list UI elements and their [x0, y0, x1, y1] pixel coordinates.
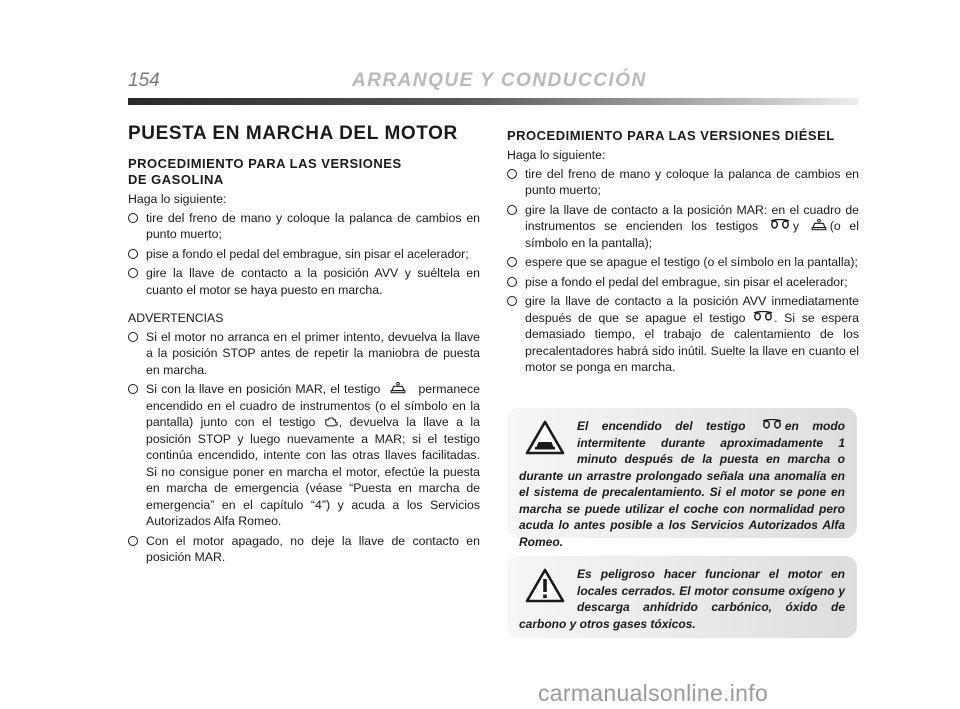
list-item: espere que se apague el testigo (o el símbolo en la pantalla); — [507, 254, 859, 271]
note-2-text: Es peligroso hacer funcionar el motor en locales cerrados. El motor consume oxígeno y descarga anhídrido carbónico, óxido de carbono y otros gases tóxicos. — [519, 567, 845, 631]
main-heading: PUESTA EN MARCHA DEL MOTOR — [128, 123, 458, 144]
list-item: Si con la llave en posición MAR, el testigo permanece encendido en el cuadro de instrumentos (o el símbolo en la pantalla) junto con el testigo , devuelva la llave a la posición STOP y luego nuevamente a MAR; si el testigo continúa encendido, intente con las otras llaves facilitadas. Si no consigue poner en marcha el motor, efectúe la puesta en marcha de emergencia (véase “Puesta en marcha de emergencia” en el capítulo “4”) y acuda a los Servicios Autorizados Alfa Romeo. — [128, 381, 480, 530]
section-title: ARRANQUE Y CONDUCCIÓN — [352, 70, 647, 91]
list-item: gire la llave de contacto a la posición AVV y suéltela en cuanto el motor se haya puesto en marcha. — [128, 265, 480, 298]
circle-bullet-icon — [128, 384, 138, 394]
header-rule — [128, 98, 858, 105]
diesel-intro: Haga lo siguiente: — [507, 148, 606, 162]
gasoline-subheading — [128, 156, 480, 188]
circle-bullet-icon — [128, 249, 138, 259]
circle-bullet-icon — [507, 277, 517, 287]
gasoline-steps — [128, 210, 480, 299]
list-item: Con el motor apagado, no deje la llave de contacto en posición MAR. — [128, 533, 480, 566]
glow-plug-icon — [762, 419, 782, 430]
danger-note — [507, 556, 857, 638]
gasoline-subheading-line2: DE GASOLINA — [128, 172, 224, 187]
right-column — [507, 122, 859, 379]
glow-plug-icon — [753, 311, 773, 322]
list-item: Si el motor no arranca en el primer intento, devuelva la llave a la posición STOP antes de repetir la maniobra de puesta en marcha. — [128, 329, 480, 379]
note-1-text-b: en modo intermitente durante aproximadamente 1 minuto después de la puesta en marcha o durante un arrastre prolongado señala una anomalía en el sistema de precalentamiento. Si el motor se pone en marcha se puede utilizar el coche con normalidad pero acuda lo antes posible a los Servicios Autorizados Alfa Romeo. — [519, 419, 845, 549]
glow-plug-icon — [770, 219, 790, 230]
circle-bullet-icon — [128, 268, 138, 278]
engine-check-icon — [324, 416, 338, 427]
exclamation-warning-triangle-icon — [525, 568, 565, 604]
circle-bullet-icon — [507, 169, 517, 179]
list-item: tire del freno de mano y coloque la palanca de cambios en punto muerto; — [507, 166, 859, 199]
diesel-steps — [507, 166, 859, 376]
note-1-text-a: El encendido del testigo — [577, 419, 746, 433]
list-item: tire del freno de mano y coloque la palanca de cambios en punto muerto; — [128, 210, 480, 243]
circle-bullet-icon — [507, 296, 517, 306]
gasoline-intro: Haga lo siguiente: — [128, 192, 227, 206]
list-item: gire la llave de contacto a la posición AVV inmediatamente después de que se apague el testigo . Si se espera demasiado tiempo, el trabajo de calentamiento de los precalentadores habrá sido inútil. Suelte la llave en cuanto el motor se ponga en marcha. — [507, 293, 859, 376]
circle-bullet-icon — [507, 257, 517, 267]
warnings-list — [128, 329, 480, 566]
circle-bullet-icon — [128, 332, 138, 342]
watermark: carmanualsonline.info — [538, 680, 769, 706]
list-item: pise a fondo el pedal del embrague, sin pisar el acelerador; — [128, 246, 480, 263]
circle-bullet-icon — [128, 536, 138, 546]
circle-bullet-icon — [507, 205, 517, 215]
immobilizer-key-icon — [390, 382, 406, 394]
left-column — [128, 122, 480, 569]
list-item: pise a fondo el pedal del embrague, sin pisar el acelerador; — [507, 274, 859, 291]
circle-bullet-icon — [128, 213, 138, 223]
precaution-note — [507, 408, 857, 549]
car-warning-triangle-icon — [525, 420, 565, 456]
warnings-label: ADVERTENCIAS — [128, 311, 224, 325]
gasoline-subheading-line1: PROCEDIMIENTO PARA LAS VERSIONES — [128, 156, 402, 171]
diesel-subheading: PROCEDIMIENTO PARA LAS VERSIONES DIÉSEL — [507, 128, 835, 143]
list-item: gire la llave de contacto a la posición MAR: en el cuadro de instrumentos se encienden los testigos y (o el símbolo en la pantalla); — [507, 202, 859, 252]
immobilizer-key-icon — [811, 219, 827, 231]
page-number: 154 — [128, 70, 160, 91]
